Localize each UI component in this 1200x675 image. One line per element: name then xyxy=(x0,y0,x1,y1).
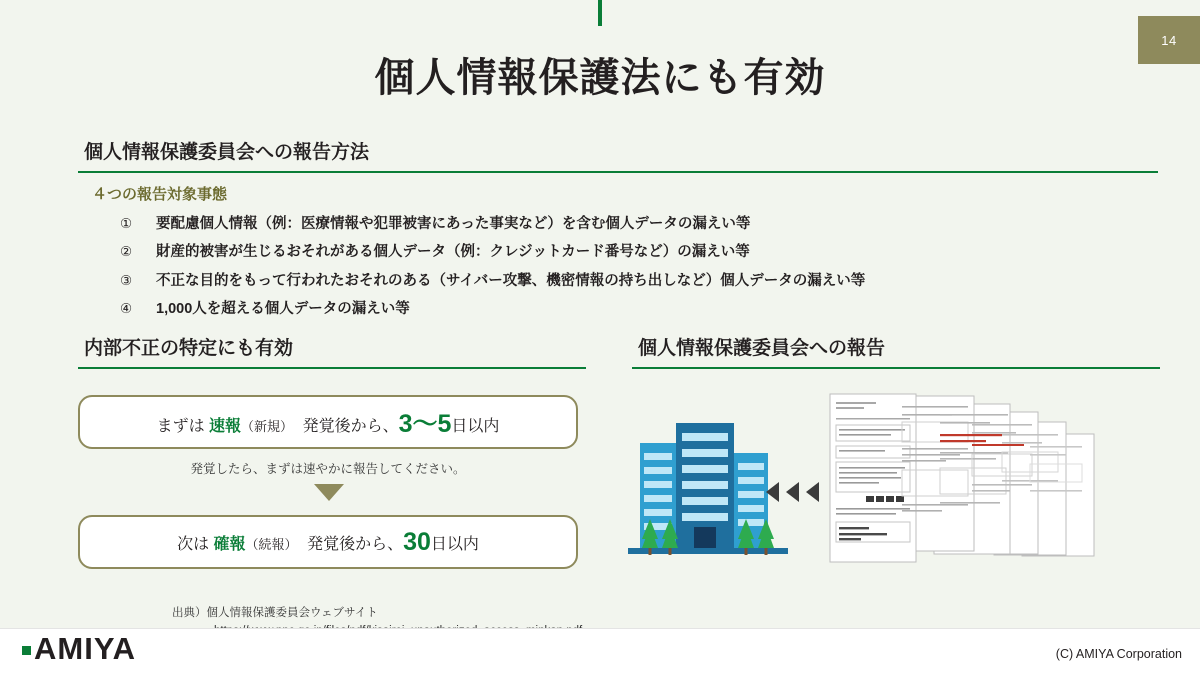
section-internal-fraud xyxy=(78,333,586,369)
list-item xyxy=(120,241,1130,263)
list-item xyxy=(120,298,1130,320)
page-title: 個人情報保護法にも有効 xyxy=(374,56,826,100)
section-rule xyxy=(78,171,1158,173)
list-item-text: 要配慮個人情報（例：医療情報や犯罪被害にあった事実など）を含む個人データの漏えい等 xyxy=(156,216,751,232)
sub-heading-four-cases: ４つの報告対象事態 xyxy=(92,186,228,203)
second-report-box xyxy=(78,515,578,569)
report-case-list xyxy=(120,213,1130,327)
second-report-days: 30 xyxy=(403,527,431,556)
list-item-number: ① xyxy=(120,216,133,231)
list-item-text: 不正な目的をもって行われたおそれのある（サイバー攻撃、機密情報の持ち出しなど）個人データの漏えい等 xyxy=(156,272,866,289)
second-report-middle: 発覚後から、 xyxy=(291,535,404,553)
first-report-days: 3～5 xyxy=(398,410,452,438)
section-commission-report xyxy=(632,333,1160,369)
list-item xyxy=(120,270,1130,292)
flow-arrows xyxy=(766,482,819,502)
report-note: 発覚したら、まずは速やかに報告してください。 xyxy=(190,462,466,476)
second-report-suffix: 日以内 xyxy=(430,535,479,553)
section-rule xyxy=(78,367,586,369)
logo-text: AMIYA xyxy=(34,631,137,666)
list-item-number: ③ xyxy=(120,272,133,288)
list-item-text: 1,000人を超える個人データの漏えい等 xyxy=(156,301,410,318)
section-heading-internal-fraud: 内部不正の特定にも有効 xyxy=(84,338,294,359)
first-report-middle: 発覚後から、 xyxy=(286,418,399,435)
page-number-badge: 14 xyxy=(1138,16,1200,64)
list-item-text: 財産的被害が生じるおそれがある個人データ（例：クレジットカード番号など）の漏えい等 xyxy=(156,244,750,261)
first-report-suffix: 日以内 xyxy=(451,418,500,435)
section-heading-commission-report: 個人情報保護委員会への報告 xyxy=(638,338,886,359)
first-report-prefix: まずは xyxy=(156,418,210,435)
list-item-number: ② xyxy=(120,244,133,260)
logo-mark-icon xyxy=(22,646,31,655)
triangle-left-icon xyxy=(766,482,779,502)
first-report-paren: （新規） xyxy=(241,419,287,434)
first-report-label: 速報 xyxy=(209,418,242,435)
source-label: 出典）個人情報保護委員会ウェブサイト xyxy=(172,607,378,619)
arrow-down-icon xyxy=(314,484,344,501)
triangle-left-icon xyxy=(786,482,799,502)
list-item-number: ④ xyxy=(120,301,133,317)
section-rule xyxy=(632,367,1160,369)
section-heading-report-method: 個人情報保護委員会への報告方法 xyxy=(84,142,370,163)
second-report-label: 確報 xyxy=(213,535,246,553)
copyright-text: (C) AMIYA Corporation xyxy=(1055,647,1182,661)
second-report-prefix: 次は xyxy=(177,535,214,553)
top-accent-mark xyxy=(598,0,602,26)
second-report-text xyxy=(177,528,479,557)
first-report-text xyxy=(157,404,500,440)
company-logo xyxy=(22,631,136,667)
first-report-box xyxy=(78,395,578,449)
second-report-paren: （続報） xyxy=(245,536,292,552)
triangle-left-icon xyxy=(806,482,819,502)
section-report-method xyxy=(78,137,1158,173)
list-item xyxy=(120,213,1130,235)
footer-bar xyxy=(0,628,1200,675)
report-documents-illustration xyxy=(826,392,1136,592)
